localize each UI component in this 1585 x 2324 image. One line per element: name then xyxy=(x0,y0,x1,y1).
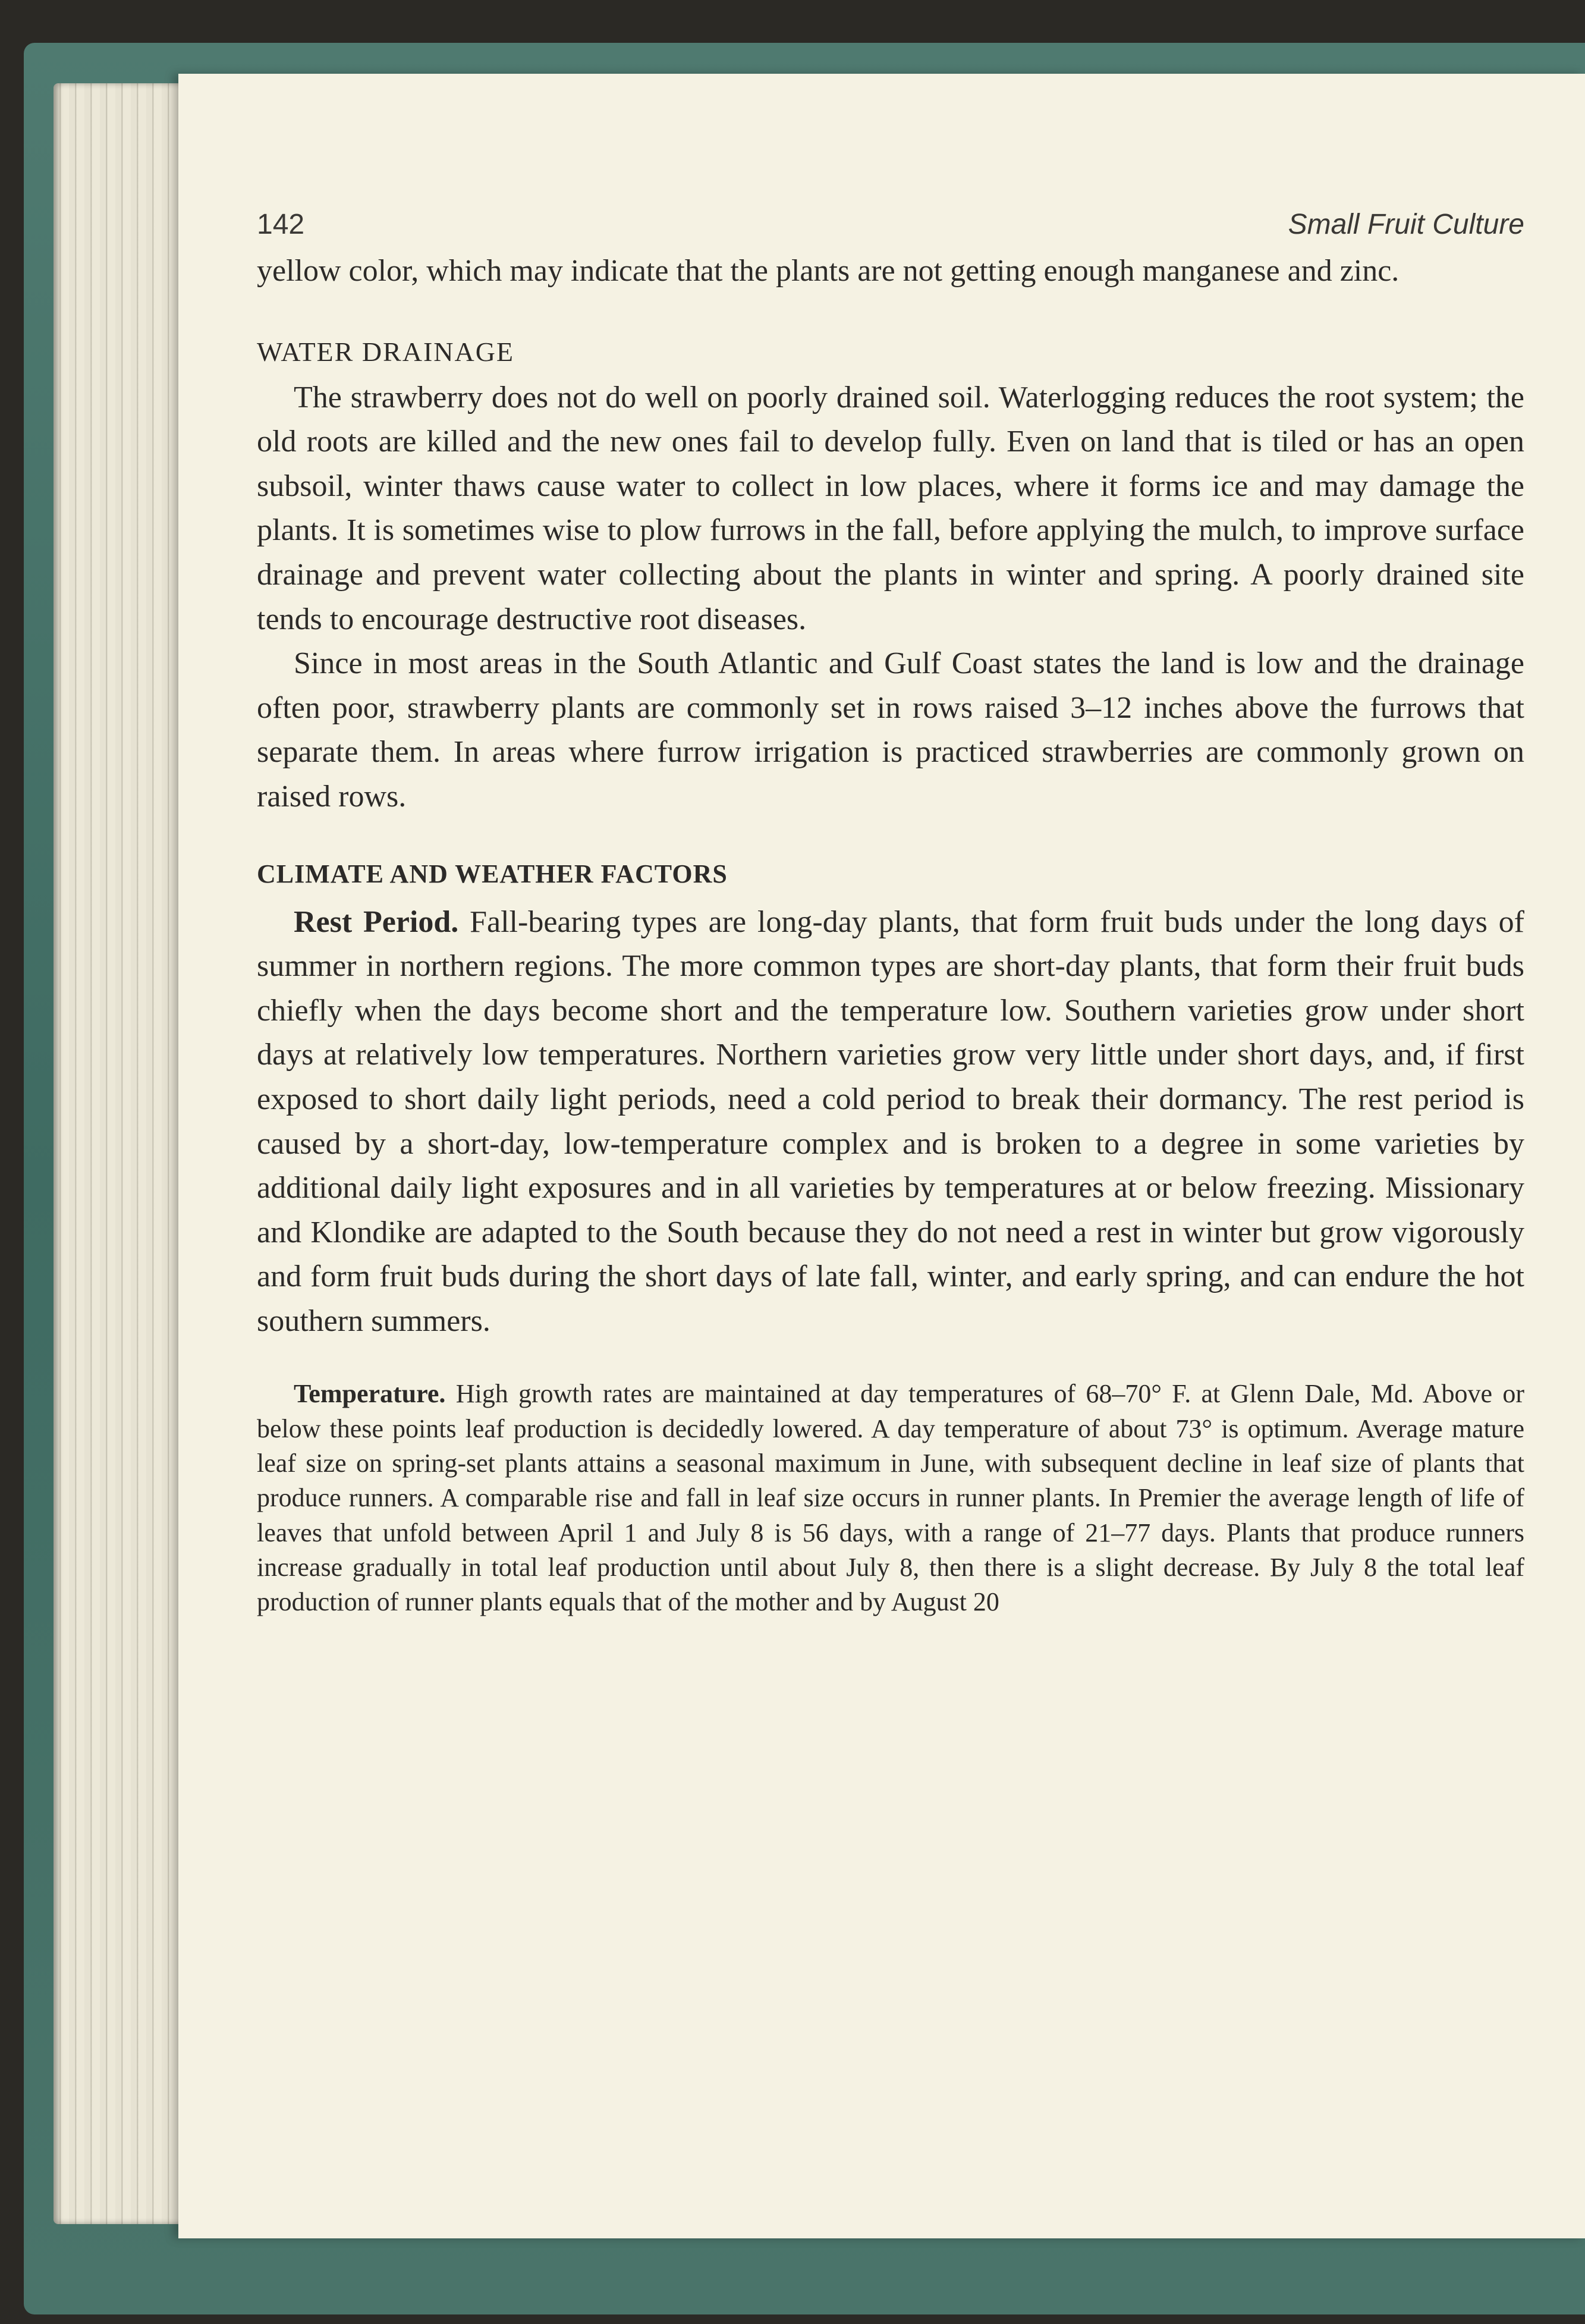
rest-period-text: Fall-bearing types are long-day plants, that form fruit buds under the long days of summer in northern regions. The more common types are short-day plants, that form their fruit buds chiefly when the days become short and the temperature low. Southern varieties grow under short days at relatively low temperatures. Northern varieties grow very little under short days, and, if first exposed to short daily light periods, need a cold period to break their dormancy. The rest period is caused by a short-day, low-temperature complex and is broken to a degree in some varieties by additional daily light exposures and in all varieties by temperatures at or below freezing. Missionary and Klondike are adapted to the South because they do not need a rest in winter but grow vigorously and form fruit buds during the short days of late fall, winter, and early spring, and can endure the hot southern summers. xyxy=(257,905,1524,1338)
paragraph-rest-period xyxy=(257,900,1524,1344)
rest-period-label: Rest Period. xyxy=(294,905,459,939)
heading-water-drainage: WATER DRAINAGE xyxy=(257,336,515,367)
page-number: 142 xyxy=(257,209,305,240)
temperature-label: Temperature. xyxy=(294,1379,446,1409)
book-title: Small Fruit Culture xyxy=(1288,209,1524,240)
page-edges xyxy=(54,83,196,2224)
running-head xyxy=(257,208,1524,241)
paragraph-water-2: Since in most areas in the South Atlantic and Gulf Coast states the land is low and the drainage often poor, strawberry plants are commonly set in rows raised 3–12 inches above the furrows that separate them. In areas where furrow irrigation is practiced strawberries are commonly grown on raised rows. xyxy=(257,646,1524,814)
paragraph-intro: yellow color, which may indicate that the plants are not getting enough manganese and zinc. xyxy=(257,254,1400,288)
paragraph-water-1: The strawberry does not do well on poorly drained soil. Waterlogging reduces the root system; the old roots are killed and the new ones fail to develop fully. Even on land that is tiled or has an open subsoil, winter thaws cause water to collect in low places, where it forms ice and may damage the plants. It is sometimes wise to plow furrows in the fall, before applying the mulch, to improve surface drainage and prevent water collecting about the plants in winter and spring. A poorly drained site tends to encourage destructive root diseases. xyxy=(257,380,1524,636)
paragraph-temperature xyxy=(257,1377,1524,1619)
text-column xyxy=(257,208,1524,1620)
temperature-text: High growth rates are maintained at day temperatures of 68–70° F. at Glenn Dale, Md. Above or below these points leaf production is decidedly lowered. A day temperature of about 73° is optimum. Average mature leaf size on spring-set plants attains a seasonal maximum in June, with subsequent decline in leaf size of plants that produce runners. A comparable rise and fall in leaf size occurs in runner plants. In Premier the average length of life of leaves that unfold between April 1 and July 8 is 56 days, with a range of 21–77 days. Plants that produce runners increase gradually in total leaf production until about July 8, then there is a slight decrease. By July 8 the total leaf production of runner plants equals that of the mother and by August 20 xyxy=(257,1379,1524,1617)
heading-climate: CLIMATE AND WEATHER FACTORS xyxy=(257,859,728,888)
